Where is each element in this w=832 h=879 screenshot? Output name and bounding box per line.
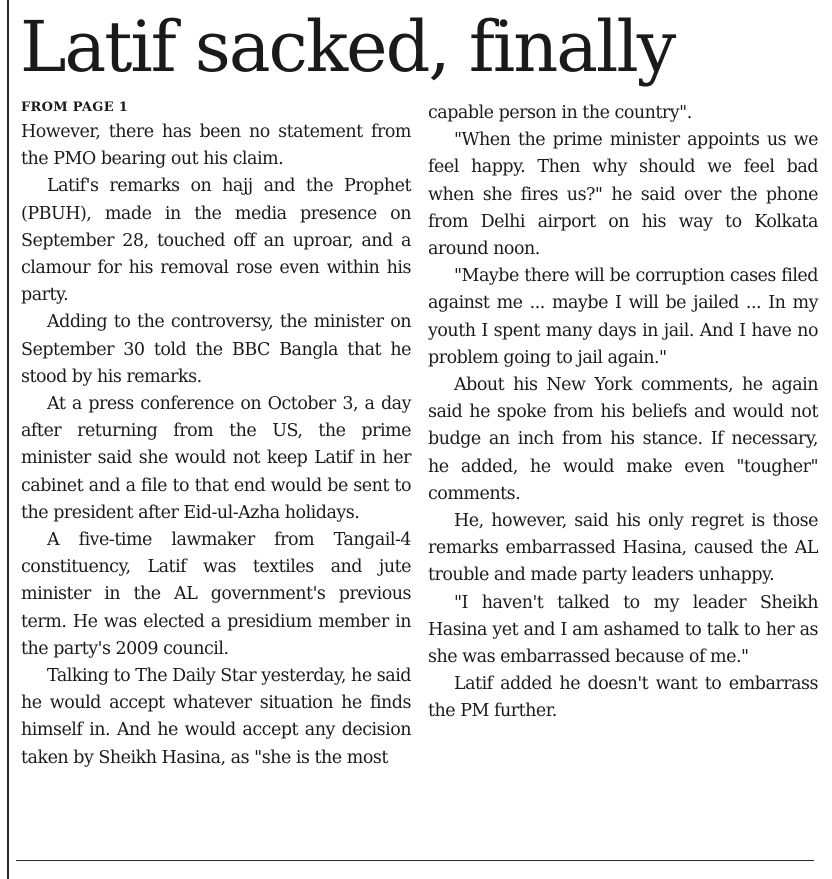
paragraph: Adding to the controversy, the minister on September 30 told the BBC Bangla that he stood by his remarks. (21, 312, 411, 387)
headline: Latif sacked, finally (20, 6, 675, 88)
paragraph: "When the prime minister appoints us we feel happy. Then why should we feel bad when she fires us?" he said over the phone from Delhi airport on his way to Kolkata around noon. (428, 130, 818, 260)
paragraph: Talking to The Daily Star yesterday, he said he would accept whatever situation he finds himself in. And he would accept any decision taken by Sheikh Hasina, as "she is the most (21, 666, 411, 768)
paragraph: He, however, said his only regret is those remarks embarrassed Hasina, caused the AL trouble and made party leaders unhappy. (428, 511, 818, 586)
paragraph: capable person in the country". (428, 103, 692, 123)
paragraph: A five-time lawmaker from Tangail-4 constituency, Latif was textiles and jute minister in the AL government's previous term. He was elected a presidium member in the party's 2009 council. (21, 530, 411, 659)
jump-label: FROM PAGE 1 (21, 100, 129, 115)
paragraph: "I haven't talked to my leader Sheikh Hasina yet and I am ashamed to talk to her as she was embarrassed because of me." (428, 592, 818, 668)
article-right-column (428, 100, 818, 726)
left-column-rule (7, 0, 9, 879)
paragraph: About his New York comments, he again said he spoke from his beliefs and would not budge an inch from his stance. If necessary, he added, he would make even "tougher" comments. (428, 375, 818, 504)
article-left-column (21, 100, 411, 772)
bottom-rule (16, 860, 814, 861)
paragraph: However, there has been no statement from the PMO bearing out his claim. (21, 122, 411, 170)
paragraph: Latif's remarks on hajj and the Prophet (PBUH), made in the media presence on September 28, touched off an uproar, and a clamour for his removal rose even within his party. (21, 176, 411, 306)
paragraph: "Maybe there will be corruption cases filed against me ... maybe I will be jailed ... In my youth I spent many days in jail. And I have no problem going to jail again." (428, 266, 818, 368)
paragraph: At a press conference on October 3, a day after returning from the US, the prime minister said she would not keep Latif in her cabinet and a file to that end would be sent to the president after Eid-ul-Azha holidays. (21, 394, 411, 523)
paragraph: Latif added he doesn't want to embarrass the PM further. (428, 674, 818, 722)
